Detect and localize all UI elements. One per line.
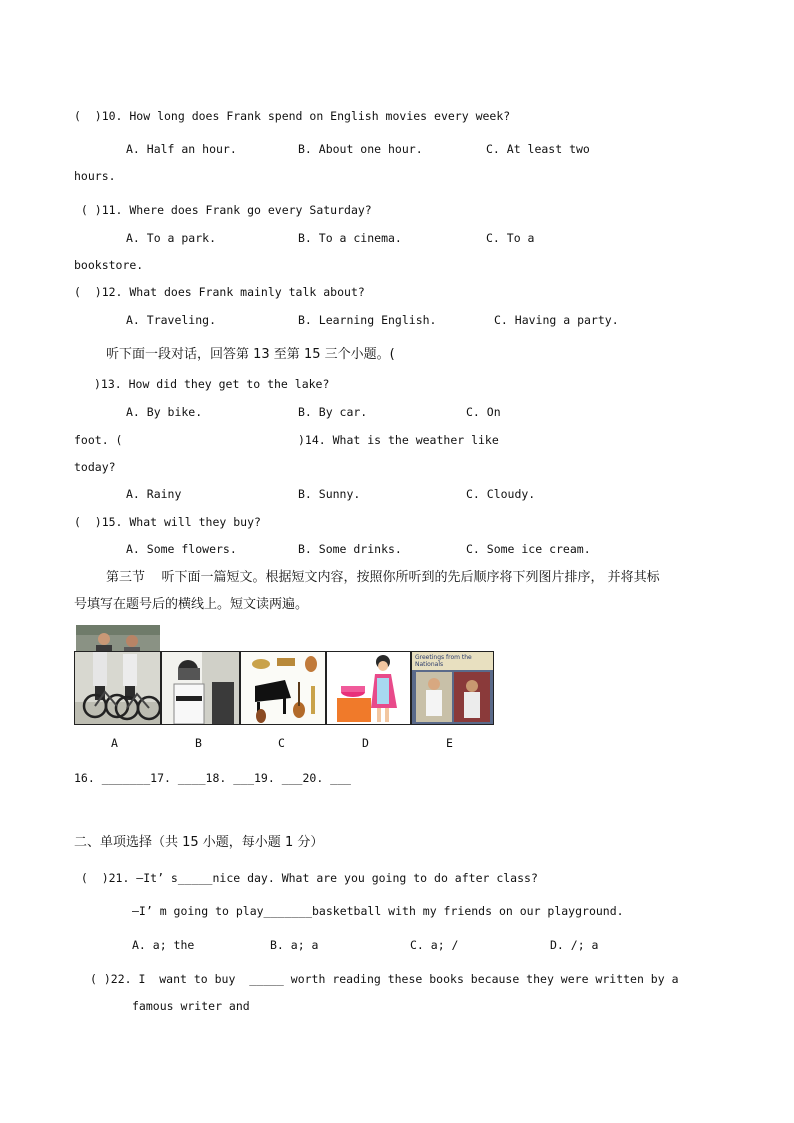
question-11-stem: ( )11. Where does Frank go every Saturday? [74,203,372,217]
question-21-option-b: B. a; a [270,938,319,952]
question-10-option-c: C. At least two [486,142,590,156]
dialog-instructions: 听下面一段对话，回答第 13 至第 15 三个小题。( [106,347,395,362]
question-13-option-a: A. By bike. [126,405,203,419]
picture-label-a: A [111,736,118,750]
question-12-stem: ( )12. What does Frank mainly talk about? [74,285,365,299]
question-21-line2: —I’ m going to play_______basketball with my friends on our playground. [132,904,624,918]
question-12-option-c: C. Having a party. [494,313,619,327]
question-21-stem: ( )21. —It’ s_____nice day. What are you going to do after class? [74,871,538,885]
question-10-option-a: A. Half an hour. [126,142,237,156]
picture-a [74,651,161,725]
picture-label-d: D [362,736,369,750]
question-12-option-a: A. Traveling. [126,313,217,327]
question-11-option-c-continued: bookstore. [74,258,144,272]
question-12-option-b: B. Learning English. [298,313,437,327]
question-21-option-d: D. /; a [550,938,599,952]
question-10-stem: ( )10. How long does Frank spend on English movies every week? [74,109,511,123]
picture-c [240,651,326,725]
question-15-option-c: C. Some ice cream. [466,542,591,556]
question-13-stem: )13. How did they get to the lake? [94,377,330,391]
answer-blanks-16-20: 16. _______17. ____18. ___19. ___20. ___ [74,771,351,785]
picture-e [411,651,494,725]
picture-b [161,651,240,725]
question-14-option-b: B. Sunny. [298,487,361,501]
picture-label-e: E [446,736,453,750]
question-22-line2: famous writer and [132,999,250,1013]
picture-a-top [76,625,160,653]
question-21-option-a: A. a; the [132,938,195,952]
question-14-option-c: C. Cloudy. [466,487,536,501]
question-15-option-a: A. Some flowers. [126,542,237,556]
picture-label-b: B [195,736,202,750]
question-15-stem: ( )15. What will they buy? [74,515,261,529]
question-13-option-c: C. On [466,405,501,419]
question-11-option-b: B. To a cinema. [298,231,402,245]
part-2-title: 二、单项选择（共 15 小题，每小题 1 分） [74,835,324,850]
question-14-stem-continued: today? [74,460,116,474]
section-3-instructions-line2: 号填写在题号后的横线上。短文读两遍。 [74,597,309,612]
question-10-option-b: B. About one hour. [298,142,423,156]
picture-e-poster-text: Greetings from the Nationals [415,654,472,668]
picture-d [326,651,411,725]
picture-label-c: C [278,736,285,750]
question-22-stem: ( )22. I want to buy _____ worth reading these books because they were written by a [90,972,679,986]
question-21-option-c: C. a; / [410,938,459,952]
question-13-option-b: B. By car. [298,405,368,419]
question-14-stem: )14. What is the weather like [298,433,499,447]
question-14-option-a: A. Rainy [126,487,182,501]
question-13-option-c-continued: foot. ( [74,433,123,447]
section-3-instructions-line1: 第三节 听下面一篇短文。根据短文内容，按照你所听到的先后顺序将下列图片排序， 并将其标 [106,570,660,585]
question-10-option-c-continued: hours. [74,169,116,183]
question-11-option-c: C. To a [486,231,535,245]
question-15-option-b: B. Some drinks. [298,542,402,556]
question-11-option-a: A. To a park. [126,231,217,245]
